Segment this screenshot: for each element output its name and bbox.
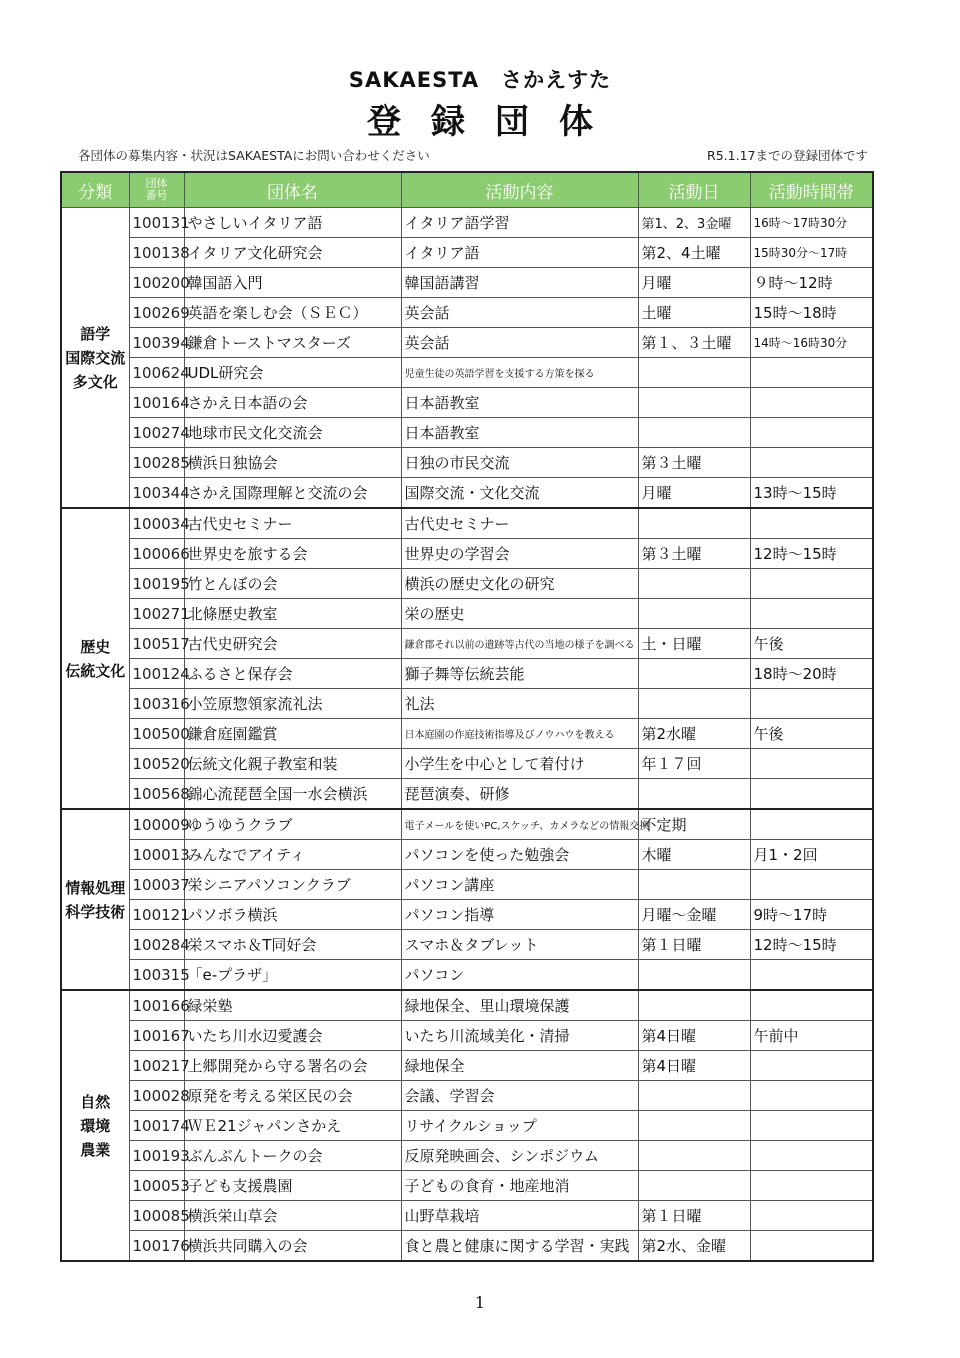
group-name-cell: 北條歴史教室 — [184, 599, 401, 629]
group-id-cell: 100013 — [129, 840, 184, 870]
activity-time-cell — [750, 448, 873, 478]
group-name-cell: UDL研究会 — [184, 358, 401, 388]
activity-day-cell — [638, 659, 750, 689]
table-row — [61, 870, 873, 900]
activity-cell: 会議、学習会 — [401, 1081, 638, 1111]
activity-time-cell: 12時〜15時 — [750, 930, 873, 960]
activity-day-cell: 第4日曜 — [638, 1051, 750, 1081]
group-id-cell: 100274 — [129, 418, 184, 448]
group-id-cell: 100520 — [129, 749, 184, 779]
activity-cell: 山野草栽培 — [401, 1201, 638, 1231]
activity-cell: 古代史セミナー — [401, 508, 638, 539]
activity-day-cell: 月曜 — [638, 268, 750, 298]
group-id-cell: 100176 — [129, 1231, 184, 1262]
activity-day-cell: 第３土曜 — [638, 539, 750, 569]
activity-time-cell — [750, 749, 873, 779]
activity-cell: 日独の市民交流 — [401, 448, 638, 478]
table-row — [61, 840, 873, 870]
group-name-cell: 伝統文化親子教室和装 — [184, 749, 401, 779]
group-name-cell: 栄シニアパソコンクラブ — [184, 870, 401, 900]
category-line: 国際交流 — [65, 348, 126, 367]
activity-cell: 世界史の学習会 — [401, 539, 638, 569]
table-row — [61, 418, 873, 448]
group-id-cell: 100316 — [129, 689, 184, 719]
activity-day-cell: 月曜 — [638, 478, 750, 509]
activity-day-cell — [638, 388, 750, 418]
group-name-cell: いたち川水辺愛護会 — [184, 1021, 401, 1051]
activity-day-cell: 第３土曜 — [638, 448, 750, 478]
group-id-cell: 100053 — [129, 1171, 184, 1201]
table-row — [61, 238, 873, 268]
group-id-cell: 100009 — [129, 809, 184, 840]
activity-day-cell: 月曜〜金曜 — [638, 900, 750, 930]
activity-day-cell — [638, 779, 750, 810]
activity-day-cell: 第2水曜 — [638, 719, 750, 749]
activity-time-cell — [750, 1111, 873, 1141]
activity-time-cell: 12時〜15時 — [750, 539, 873, 569]
group-id-cell: 100394 — [129, 328, 184, 358]
activity-day-cell — [638, 689, 750, 719]
col-header-id-text: 団体 番号 — [145, 177, 168, 202]
activity-day-cell: 第１、３土曜 — [638, 328, 750, 358]
table-row — [61, 1141, 873, 1171]
group-id-cell: 100164 — [129, 388, 184, 418]
group-id-cell: 100344 — [129, 478, 184, 509]
activity-time-cell — [750, 1171, 873, 1201]
activity-time-cell — [750, 1231, 873, 1262]
group-id-cell: 100517 — [129, 629, 184, 659]
col-header-category: 分類 — [61, 172, 129, 208]
page-title: 登録団体 — [367, 102, 623, 142]
group-name-cell: 英語を楽しむ会（ＳＥＣ） — [184, 298, 401, 328]
activity-time-cell: 13時〜15時 — [750, 478, 873, 509]
group-name-cell: 横浜栄山草会 — [184, 1201, 401, 1231]
activity-cell: 琵琶演奏、研修 — [401, 779, 638, 810]
activity-cell: 横浜の歴史文化の研究 — [401, 569, 638, 599]
group-id-cell: 100028 — [129, 1081, 184, 1111]
group-id-cell: 100167 — [129, 1021, 184, 1051]
activity-cell: パソコン講座 — [401, 870, 638, 900]
activity-day-cell: 不定期 — [638, 809, 750, 840]
group-name-cell: さかえ国際理解と交流の会 — [184, 478, 401, 509]
col-header-day: 活動日 — [638, 172, 750, 208]
activity-time-cell — [750, 870, 873, 900]
category-line: 科学技術 — [65, 902, 126, 921]
group-id-cell: 100568 — [129, 779, 184, 810]
group-name-cell: ふるさと保存会 — [184, 659, 401, 689]
activity-cell: イタリア語 — [401, 238, 638, 268]
activity-time-cell: 15時30分〜17時 — [750, 238, 873, 268]
activity-cell: パソコン指導 — [401, 900, 638, 930]
activity-cell: 栄の歴史 — [401, 599, 638, 629]
table-row — [61, 1081, 873, 1111]
group-name-cell: 世界史を旅する会 — [184, 539, 401, 569]
table-row — [61, 448, 873, 478]
table-row — [61, 388, 873, 418]
group-name-cell: みんなでアイティ — [184, 840, 401, 870]
group-id-cell: 100217 — [129, 1051, 184, 1081]
group-name-cell: 上郷開発から守る署名の会 — [184, 1051, 401, 1081]
group-id-cell: 100269 — [129, 298, 184, 328]
activity-time-cell: 16時〜17時30分 — [750, 208, 873, 238]
activity-time-cell: 午後 — [750, 719, 873, 749]
group-name-cell: 古代史研究会 — [184, 629, 401, 659]
group-name-cell: 鎌倉トーストマスターズ — [184, 328, 401, 358]
activity-time-cell: 午前中 — [750, 1021, 873, 1051]
activity-time-cell — [750, 960, 873, 991]
col-header-id — [129, 172, 184, 208]
group-id-cell: 100138 — [129, 238, 184, 268]
table-row — [61, 1201, 873, 1231]
activity-day-cell — [638, 1081, 750, 1111]
activity-day-cell: 第2水、金曜 — [638, 1231, 750, 1262]
activity-cell: イタリア語学習 — [401, 208, 638, 238]
activity-day-cell: 第１日曜 — [638, 930, 750, 960]
activity-time-cell: 月1・2回 — [750, 840, 873, 870]
group-name-cell: 緑栄塾 — [184, 990, 401, 1021]
activity-day-cell: 第１日曜 — [638, 1201, 750, 1231]
table-row — [61, 328, 873, 358]
activity-day-cell: 土・日曜 — [638, 629, 750, 659]
activity-cell: 食と農と健康に関する学習・実践 — [401, 1231, 638, 1262]
group-name-cell: やさしいイタリア語 — [184, 208, 401, 238]
col-header-name: 団体名 — [184, 172, 401, 208]
table-row — [61, 569, 873, 599]
table-row — [61, 1051, 873, 1081]
group-id-cell: 100500 — [129, 719, 184, 749]
group-name-cell: 原発を考える栄区民の会 — [184, 1081, 401, 1111]
activity-day-cell: 年１７回 — [638, 749, 750, 779]
table-row — [61, 298, 873, 328]
activity-cell: いたち川流域美化・清掃 — [401, 1021, 638, 1051]
category-line: 語学 — [80, 324, 111, 343]
group-id-cell: 100195 — [129, 569, 184, 599]
group-name-cell: 地球市民文化交流会 — [184, 418, 401, 448]
group-id-cell: 100166 — [129, 990, 184, 1021]
category-line: 多文化 — [72, 372, 118, 391]
activity-time-cell — [750, 1051, 873, 1081]
activity-cell: 児童生徒の英語学習を支援する方策を探る — [401, 358, 638, 388]
group-id-cell: 100066 — [129, 539, 184, 569]
category-line: 環境 — [80, 1116, 111, 1135]
table-row — [61, 508, 873, 539]
activity-day-cell — [638, 599, 750, 629]
inquiry-note: 各団体の募集内容・状況はSAKAESTAにお問い合わせください — [78, 148, 430, 163]
group-id-cell: 100174 — [129, 1111, 184, 1141]
activity-time-cell — [750, 569, 873, 599]
activity-day-cell: 第4日曜 — [638, 1021, 750, 1051]
activity-cell: パソコン — [401, 960, 638, 991]
activity-day-cell: 第1、2、3金曜 — [638, 208, 750, 238]
activity-time-cell — [750, 358, 873, 388]
activity-cell: 小学生を中心として着付け — [401, 749, 638, 779]
activity-time-cell: 18時〜20時 — [750, 659, 873, 689]
group-name-cell: 鎌倉庭園鑑賞 — [184, 719, 401, 749]
groups-table — [60, 171, 874, 1262]
activity-cell: 緑地保全 — [401, 1051, 638, 1081]
group-id-cell: 100200 — [129, 268, 184, 298]
group-id-cell: 100131 — [129, 208, 184, 238]
activity-cell: 獅子舞等伝統芸能 — [401, 659, 638, 689]
table-row — [61, 208, 873, 238]
category-line: 歴史 — [80, 637, 111, 656]
table-row — [61, 1111, 873, 1141]
group-name-cell: 小笠原惣領家流礼法 — [184, 689, 401, 719]
activity-time-cell — [750, 779, 873, 810]
title-line1: SAKAESTA さかえすた — [348, 68, 612, 92]
activity-time-cell — [750, 1081, 873, 1111]
table-row — [61, 599, 873, 629]
activity-time-cell — [750, 508, 873, 539]
activity-cell: 日本庭園の作庭技術指導及びノウハウを教える — [401, 719, 638, 749]
table-row — [61, 478, 873, 509]
category-line: 情報処理 — [65, 878, 126, 897]
activity-cell: 反原発映画会、シンポジウム — [401, 1141, 638, 1171]
group-name-cell: さかえ日本語の会 — [184, 388, 401, 418]
table-row — [61, 930, 873, 960]
date-note: R5.1.17までの登録団体です — [707, 148, 868, 163]
group-id-cell: 100124 — [129, 659, 184, 689]
activity-time-cell: 午後 — [750, 629, 873, 659]
activity-cell: 英会話 — [401, 298, 638, 328]
activity-time-cell — [750, 990, 873, 1021]
group-id-cell: 100034 — [129, 508, 184, 539]
table-row — [61, 749, 873, 779]
table-row — [61, 1231, 873, 1262]
category-line: 伝統文化 — [65, 661, 126, 680]
table-row — [61, 268, 873, 298]
activity-day-cell — [638, 960, 750, 991]
activity-cell: 緑地保全、里山環境保護 — [401, 990, 638, 1021]
table-row — [61, 900, 873, 930]
activity-cell: 国際交流・文化交流 — [401, 478, 638, 509]
activity-cell: 子どもの食育・地産地消 — [401, 1171, 638, 1201]
activity-cell: 英会話 — [401, 328, 638, 358]
group-name-cell: ＷＥ21ジャパンさかえ — [184, 1111, 401, 1141]
activity-day-cell — [638, 508, 750, 539]
activity-day-cell: 土曜 — [638, 298, 750, 328]
table-row — [61, 659, 873, 689]
category-line: 自然 — [80, 1092, 111, 1111]
activity-day-cell: 第2、4土曜 — [638, 238, 750, 268]
group-id-cell: 100037 — [129, 870, 184, 900]
group-id-cell: 100271 — [129, 599, 184, 629]
activity-day-cell — [638, 358, 750, 388]
table-row — [61, 358, 873, 388]
col-header-time: 活動時間帯 — [750, 172, 873, 208]
group-id-cell: 100624 — [129, 358, 184, 388]
activity-cell: リサイクルショップ — [401, 1111, 638, 1141]
activity-time-cell — [750, 418, 873, 448]
group-id-cell: 100193 — [129, 1141, 184, 1171]
category-cell — [61, 208, 129, 509]
activity-day-cell: 木曜 — [638, 840, 750, 870]
activity-time-cell — [750, 809, 873, 840]
group-id-cell: 100085 — [129, 1201, 184, 1231]
group-name-cell: イタリア文化研究会 — [184, 238, 401, 268]
activity-cell: 電子メールを使いPC,スケッチ、カメラなどの情報交換 — [401, 809, 638, 840]
table-row — [61, 689, 873, 719]
activity-time-cell: 14時〜16時30分 — [750, 328, 873, 358]
table-header-row — [61, 172, 873, 208]
table-body — [61, 208, 873, 1262]
group-name-cell: 錦心流琵琶全国一水会横浜 — [184, 779, 401, 810]
table-row — [61, 1021, 873, 1051]
activity-time-cell: 9時〜17時 — [750, 900, 873, 930]
group-name-cell: 韓国語入門 — [184, 268, 401, 298]
activity-time-cell: 15時〜18時 — [750, 298, 873, 328]
group-name-cell: 「e-プラザ」 — [184, 960, 401, 991]
group-name-cell: 古代史セミナー — [184, 508, 401, 539]
group-id-cell: 100315 — [129, 960, 184, 991]
activity-cell: パソコンを使った勉強会 — [401, 840, 638, 870]
activity-day-cell — [638, 1141, 750, 1171]
table-row — [61, 809, 873, 840]
table-row — [61, 539, 873, 569]
activity-time-cell — [750, 599, 873, 629]
activity-day-cell — [638, 1111, 750, 1141]
col-header-activity: 活動内容 — [401, 172, 638, 208]
activity-time-cell — [750, 388, 873, 418]
group-name-cell: ゆうゆうクラブ — [184, 809, 401, 840]
activity-time-cell — [750, 1141, 873, 1171]
activity-day-cell — [638, 990, 750, 1021]
group-name-cell: パソボラ横浜 — [184, 900, 401, 930]
group-id-cell: 100284 — [129, 930, 184, 960]
activity-day-cell — [638, 870, 750, 900]
page-number: 1 — [474, 1293, 486, 1312]
group-name-cell: 横浜日独協会 — [184, 448, 401, 478]
activity-cell: 日本語教室 — [401, 388, 638, 418]
activity-day-cell — [638, 1171, 750, 1201]
table-row — [61, 990, 873, 1021]
group-name-cell: ぶんぶんトークの会 — [184, 1141, 401, 1171]
activity-day-cell — [638, 569, 750, 599]
category-line: 農業 — [80, 1140, 111, 1159]
group-name-cell: 栄スマホ＆T同好会 — [184, 930, 401, 960]
activity-cell: 韓国語講習 — [401, 268, 638, 298]
table-row — [61, 629, 873, 659]
category-cell — [61, 508, 129, 809]
table-row — [61, 779, 873, 810]
activity-cell: 礼法 — [401, 689, 638, 719]
table-row — [61, 719, 873, 749]
group-id-cell: 100285 — [129, 448, 184, 478]
group-name-cell: 竹とんぼの会 — [184, 569, 401, 599]
table-row — [61, 960, 873, 991]
category-cell — [61, 990, 129, 1261]
category-cell — [61, 809, 129, 990]
activity-time-cell — [750, 689, 873, 719]
activity-day-cell — [638, 418, 750, 448]
activity-time-cell: ９時〜12時 — [750, 268, 873, 298]
activity-cell: 鎌倉郡それ以前の遺跡等古代の当地の様子を調べる — [401, 629, 638, 659]
activity-cell: スマホ＆タブレット — [401, 930, 638, 960]
activity-time-cell — [750, 1201, 873, 1231]
table-row — [61, 1171, 873, 1201]
group-name-cell: 子ども支援農園 — [184, 1171, 401, 1201]
group-id-cell: 100121 — [129, 900, 184, 930]
activity-cell: 日本語教室 — [401, 418, 638, 448]
group-name-cell: 横浜共同購入の会 — [184, 1231, 401, 1262]
